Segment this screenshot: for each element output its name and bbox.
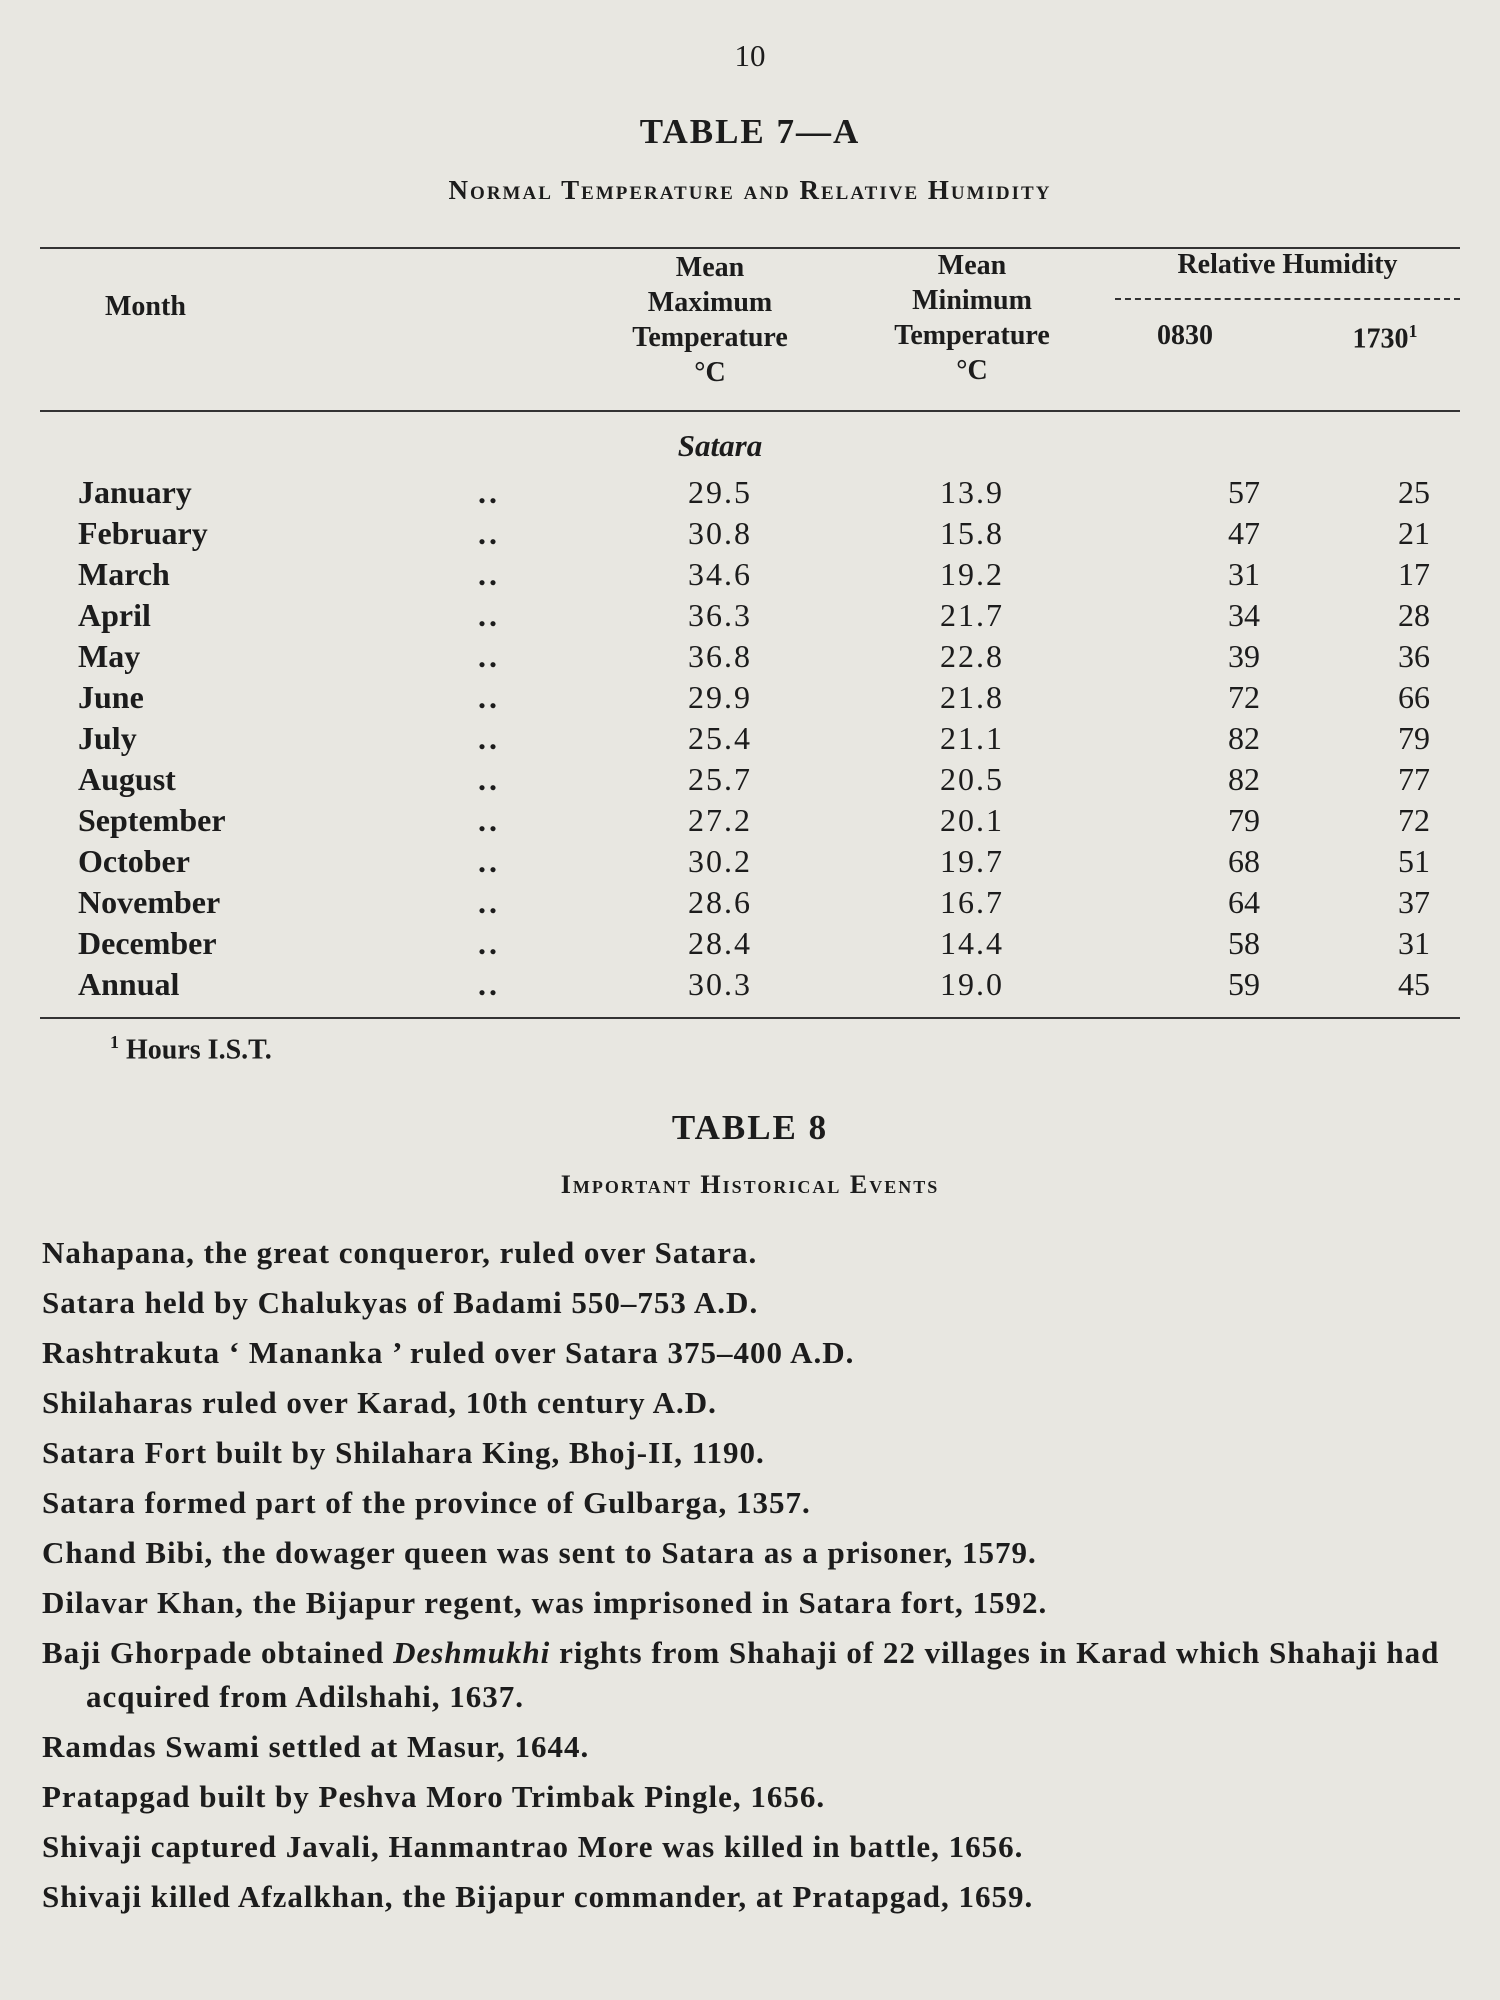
leader-dots: ..	[478, 556, 500, 592]
humidity-0830-cell: 47	[1228, 515, 1260, 551]
header-mean-max	[600, 250, 820, 390]
header-1730-note: 1	[1408, 321, 1418, 341]
footnote-text: Hours I.S.T.	[126, 1034, 272, 1066]
humidity-1730-cell: 17	[1398, 556, 1430, 592]
header-0830: 0830	[1157, 320, 1213, 351]
humidity-1730-cell: 28	[1398, 597, 1430, 633]
list-item: Pratapgad built by Peshva Moro Trimbak Pingle, 1656.	[42, 1779, 826, 1814]
min-temp-cell: 19.2	[940, 556, 1004, 592]
leader-dots: ..	[478, 515, 500, 551]
table-row	[0, 843, 1500, 884]
table7-header-rule	[40, 410, 1460, 412]
humidity-0830-cell: 79	[1228, 802, 1260, 838]
leader-dots: ..	[478, 720, 500, 756]
table-row-annual	[0, 966, 1500, 1007]
humidity-0830-cell: 82	[1228, 720, 1260, 756]
leader-dots: ..	[478, 925, 500, 961]
header-max-line2: Maximum	[647, 287, 773, 318]
header-min-line1: Mean	[937, 250, 1007, 281]
event-text-italic: Deshmukhi	[393, 1635, 551, 1670]
humidity-1730-cell: 21	[1398, 515, 1430, 551]
header-1730-text: 1730	[1352, 323, 1409, 355]
month-cell: May	[78, 638, 141, 674]
list-item	[42, 1631, 1472, 1719]
header-min-line4: °C	[956, 355, 988, 386]
header-max-line3: Temperature	[632, 322, 788, 353]
humidity-1730-cell: 31	[1398, 925, 1430, 961]
month-cell: Annual	[78, 966, 180, 1002]
min-temp-cell: 21.1	[940, 720, 1004, 756]
list-item: Ramdas Swami settled at Masur, 1644.	[42, 1729, 590, 1764]
humidity-1730-cell: 36	[1398, 638, 1430, 674]
header-month: Month	[105, 291, 186, 322]
event-text-after: rights from Shahaji of 22 villages in Karad which Shahaji had acquired from Adilshahi, 1637.	[86, 1635, 1440, 1714]
humidity-1730-cell: 66	[1398, 679, 1430, 715]
month-cell: April	[78, 597, 151, 633]
table7-subtitle	[0, 175, 1500, 206]
humidity-1730-cell: 79	[1398, 720, 1430, 756]
humidity-0830-cell: 82	[1228, 761, 1260, 797]
min-temp-cell: 20.1	[940, 802, 1004, 838]
humidity-1730-cell: 77	[1398, 761, 1430, 797]
table-row	[0, 761, 1500, 802]
list-item: Chand Bibi, the dowager queen was sent to Satara as a prisoner, 1579.	[42, 1535, 1037, 1570]
min-temp-cell: 21.7	[940, 597, 1004, 633]
max-temp-cell: 30.8	[688, 515, 752, 551]
list-item: Satara held by Chalukyas of Badami 550–753 A.D.	[42, 1285, 759, 1320]
leader-dots: ..	[478, 843, 500, 879]
header-max-line1: Mean	[675, 252, 745, 283]
month-cell: January	[78, 474, 192, 510]
month-cell: July	[78, 720, 137, 756]
humidity-1730-cell: 51	[1398, 843, 1430, 879]
max-temp-cell: 30.2	[688, 843, 752, 879]
humidity-1730-cell: 37	[1398, 884, 1430, 920]
humidity-0830-cell: 68	[1228, 843, 1260, 879]
min-temp-cell: 19.0	[940, 966, 1004, 1002]
leader-dots: ..	[478, 597, 500, 633]
header-max-line4: °C	[694, 357, 726, 388]
max-temp-cell: 29.9	[688, 679, 752, 715]
leader-dots: ..	[478, 884, 500, 920]
min-temp-cell: 22.8	[940, 638, 1004, 674]
humidity-0830-cell: 34	[1228, 597, 1260, 633]
table-row	[0, 802, 1500, 843]
humidity-1730-cell: 45	[1398, 966, 1430, 1002]
header-relative-humidity: Relative Humidity	[1177, 249, 1398, 280]
month-cell: September	[78, 802, 226, 838]
leader-dots: ..	[478, 474, 500, 510]
table-row	[0, 474, 1500, 515]
table-row	[0, 884, 1500, 925]
event-text-before: Baji Ghorpade obtained	[42, 1635, 394, 1670]
max-temp-cell: 36.8	[688, 638, 752, 674]
max-temp-cell: 28.6	[688, 884, 752, 920]
leader-dots: ..	[478, 761, 500, 797]
historical-events-list	[42, 1228, 1472, 1922]
table-row	[0, 515, 1500, 556]
max-temp-cell: 36.3	[688, 597, 752, 633]
list-item: Shivaji killed Afzalkhan, the Bijapur commander, at Pratapgad, 1659.	[42, 1879, 1034, 1914]
month-cell: March	[78, 556, 170, 592]
max-temp-cell: 25.7	[688, 761, 752, 797]
leader-dots: ..	[478, 679, 500, 715]
humidity-0830-cell: 31	[1228, 556, 1260, 592]
table-row	[0, 720, 1500, 761]
humidity-0830-cell: 57	[1228, 474, 1260, 510]
month-cell: October	[78, 843, 190, 879]
list-item: Rashtrakuta ‘ Mananka ’ ruled over Satara 375–400 A.D.	[42, 1335, 855, 1370]
footnote-mark: 1	[110, 1032, 119, 1052]
month-cell: February	[78, 515, 208, 551]
list-item: Nahapana, the great conqueror, ruled over Satara.	[42, 1235, 758, 1270]
table7-title: TABLE 7—A	[639, 112, 861, 151]
min-temp-cell: 15.8	[940, 515, 1004, 551]
table-row	[0, 597, 1500, 638]
table8-subtitle: Important Historical Events	[560, 1170, 940, 1199]
min-temp-cell: 21.8	[940, 679, 1004, 715]
table-row	[0, 638, 1500, 679]
month-cell: December	[78, 925, 217, 961]
leader-dots: ..	[478, 802, 500, 838]
humidity-0830-cell: 58	[1228, 925, 1260, 961]
table-row	[0, 556, 1500, 597]
table-row	[0, 679, 1500, 720]
table-row	[0, 925, 1500, 966]
header-mean-min	[862, 248, 1082, 388]
min-temp-cell: 19.7	[940, 843, 1004, 879]
min-temp-cell: 14.4	[940, 925, 1004, 961]
list-item: Shivaji captured Javali, Hanmantrao More was killed in battle, 1656.	[42, 1829, 1024, 1864]
max-temp-cell: 28.4	[688, 925, 752, 961]
max-temp-cell: 30.3	[688, 966, 752, 1002]
table7-bottom-rule	[40, 1017, 1460, 1019]
header-min-line3: Temperature	[894, 320, 1050, 351]
list-item: Satara Fort built by Shilahara King, Bhoj-II, 1190.	[42, 1435, 765, 1470]
humidity-0830-cell: 64	[1228, 884, 1260, 920]
month-cell: June	[78, 679, 144, 715]
leader-dots: ..	[478, 966, 500, 1002]
min-temp-cell: 13.9	[940, 474, 1004, 510]
table8-title: TABLE 8	[671, 1108, 829, 1147]
list-item: Shilaharas ruled over Karad, 10th century A.D.	[42, 1385, 717, 1420]
max-temp-cell: 25.4	[688, 720, 752, 756]
max-temp-cell: 27.2	[688, 802, 752, 838]
humidity-1730-cell: 25	[1398, 474, 1430, 510]
page-number: 10	[734, 38, 766, 73]
table7-footnote	[110, 1032, 272, 1066]
month-cell: November	[78, 884, 221, 920]
list-item: Dilavar Khan, the Bijapur regent, was imprisoned in Satara fort, 1592.	[42, 1585, 1048, 1620]
header-min-line2: Minimum	[912, 285, 1032, 316]
month-cell: August	[78, 761, 176, 797]
humidity-0830-cell: 72	[1228, 679, 1260, 715]
min-temp-cell: 16.7	[940, 884, 1004, 920]
header-1730	[1330, 314, 1440, 356]
min-temp-cell: 20.5	[940, 761, 1004, 797]
max-temp-cell: 34.6	[688, 556, 752, 592]
humidity-1730-cell: 72	[1398, 802, 1430, 838]
region-label: Satara	[677, 428, 763, 463]
humidity-header-rule	[1115, 298, 1460, 300]
max-temp-cell: 29.5	[688, 474, 752, 510]
humidity-0830-cell: 39	[1228, 638, 1260, 674]
list-item: Satara formed part of the province of Gulbarga, 1357.	[42, 1485, 811, 1520]
table7-subtitle-text: Normal Temperature and Relative Humidity	[448, 175, 1052, 205]
humidity-0830-cell: 59	[1228, 966, 1260, 1002]
leader-dots: ..	[478, 638, 500, 674]
